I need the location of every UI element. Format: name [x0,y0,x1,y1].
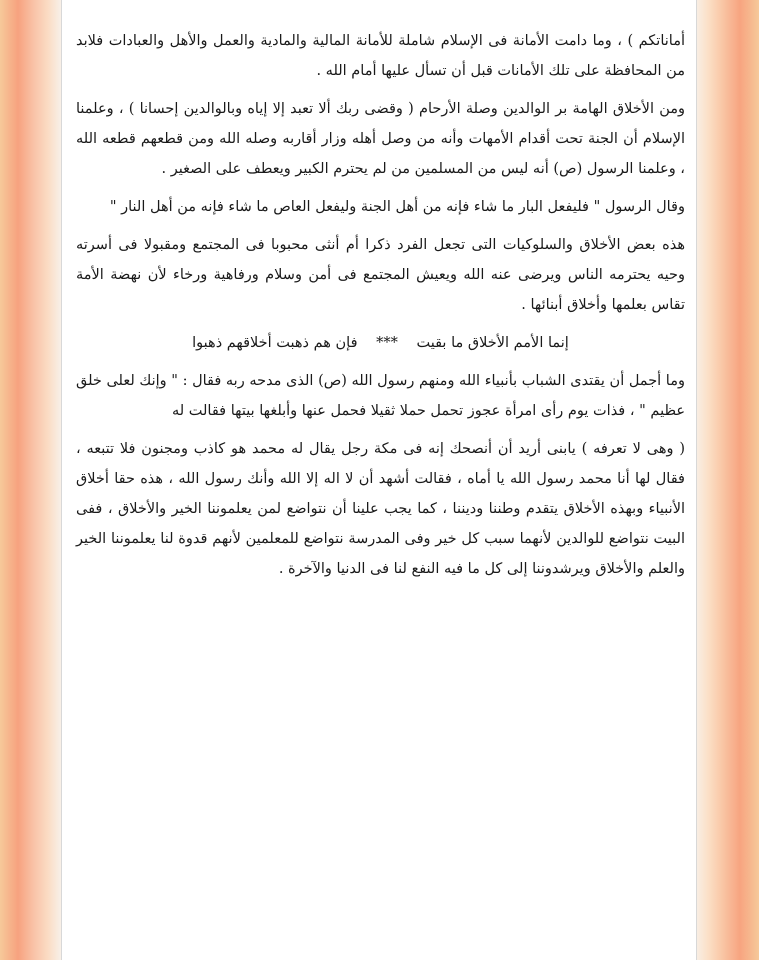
paragraph-story: ( وهى لا تعرفه ) يابنى أريد أن أنصحك إنه فى مكة رجل يقال له محمد هو كاذب ومجنون فلا تتبعه ، فقال لها أنا محمد رسول الله يا أماه ، فقالت أشهد أن لا اله إلا الله وأنك رسول الله ، هذه حقا أخلاق الأنبياء وبهذه الأخلاق يتقدم وطننا وديننا ، كما يجب علينا أن نتواضع لمن يعلموننا الخير والأخلاق ، ففى البيت نتواضع للوالدين لأنهما سبب كل خير وفى المدرسة نتواضع للمعلمين لأنهم قدوة لنا يعلموننا الخير والعلم والأخلاق ويرشدوننا إلى كل ما فيه النفع لنا فى الدنيا والآخرة . [76,441,685,577]
paragraph-hadith: وقال الرسول " فليفعل البار ما شاء فإنه من أهل الجنة وليفعل العاص ما شاء فإنه من أهل النار " [109,199,685,215]
paragraph-trusts: أماناتكم ) ، وما دامت الأمانة فى الإسلام شاملة للأمانة المالية والمادية والعمل والأهل والعبادات فلابد من المحافظة على تلك الأمانات قبل أن تسأل عليها أمام الله . [76,33,685,79]
paragraph-prophets: وما أجمل أن يقتدى الشباب بأنبياء الله ومنهم رسول الله (ص) الذى مدحه ربه فقال : " وإنك لعلى خلق عظيم " ، فذات يوم رأى امرأة عجوز تحمل حملا ثقيلا فحمل عنها وأبلغها بيتها فقالت له [76,373,685,419]
verse-separator: *** [376,335,398,351]
paragraph-summary: هذه بعض الأخلاق والسلوكيات التى تجعل الفرد ذكرا أم أنثى محبوبا فى المجتمع ومقبولا فى أسرته وحيه يحترمه الناس ويرضى عنه الله ويعيش المجتمع فى أمن وسلام ورفاهية ورخاء لأن نهضة الأمة تقاس بعلمها وأخلاق أبنائها . [76,237,685,313]
document-page [61,0,697,960]
verse-second-half: فإن هم ذهبت أخلاقهم ذهبوا [192,335,358,351]
verse-first-half: إنما الأمم الأخلاق ما بقيت [416,335,569,351]
document-body [76,26,685,592]
paragraph-parents: ومن الأخلاق الهامة بر الوالدين وصلة الأرحام ( وقضى ربك ألا تعبد إلا إياه وبالوالدين إحسانا ) ، وعلمنا الإسلام أن الجنة تحت أقدام الأمهات وأنه من وصل أهله وزار أقاربه وصله الله ومن قطعهم قطعه الله ، وعلمنا الرسول (ص) أنه ليس من المسلمين من لم يحترم الكبير ويعطف على الصغير . [76,101,685,177]
poetry-verse [76,328,685,358]
